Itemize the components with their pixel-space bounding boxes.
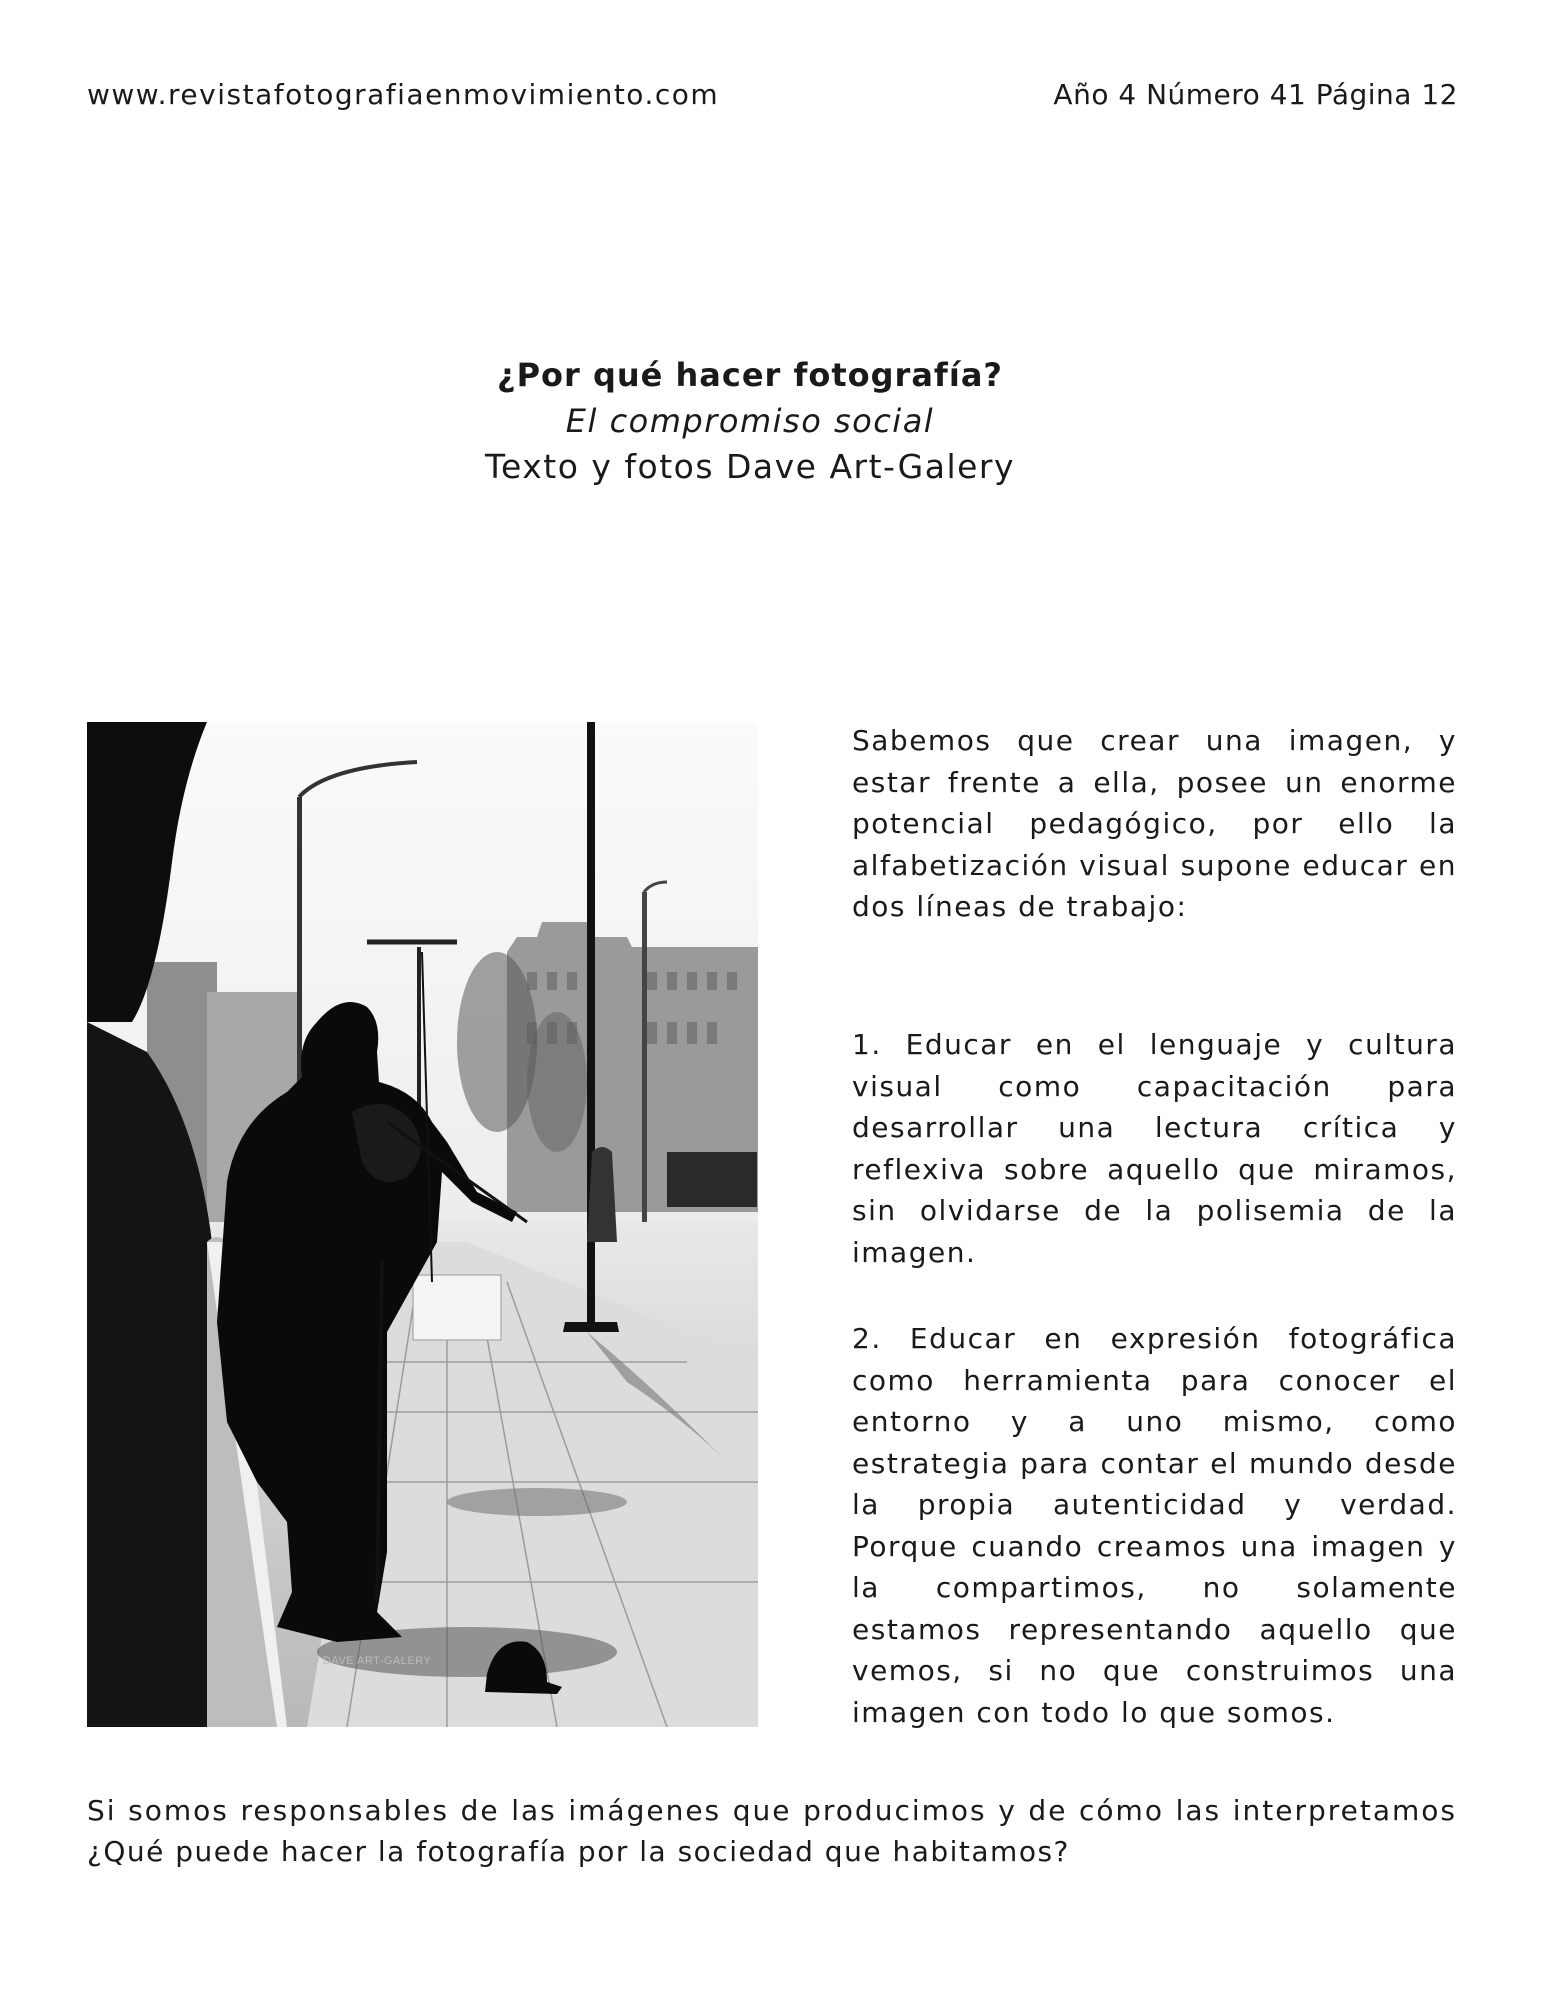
article-byline: Texto y fotos Dave Art-Galery xyxy=(484,447,1016,486)
article-title: ¿Por qué hacer fotografía? xyxy=(497,356,1003,394)
paragraph-point-1: 1. Educar en el lenguaje y cultura visual como capacitación para desarrollar una lectura crítica y reflexiva sobre aquello que miramos, sin olvidarse de la polisemia de la imagen. xyxy=(852,1028,1457,1269)
closing-text xyxy=(87,1790,1457,1872)
site-url: www.revistafotografiaenmovimiento.com xyxy=(87,78,720,111)
violinist-street-photo xyxy=(87,722,758,1727)
closing-line-2: ¿Qué puede hacer la fotografía por la sociedad que habitamos? xyxy=(87,1835,1070,1868)
photo-watermark: FOTO DAVE ART-GALERY xyxy=(287,1655,432,1667)
paragraph-intro: Sabemos que crear una imagen, y estar frente a ella, posee un enorme potencial pedagógico, por ello la alfabetización visual supone educar en dos líneas de trabajo: xyxy=(852,724,1457,923)
paragraph-point-2: 2. Educar en expresión fotográfica como herramienta para conocer el entorno y a uno mismo, como estrategia para contar el mundo desde la propia autenticidad y verdad. Porque cuando creamos una imagen y la compartimos, no solamente estamos representando aquello que vemos, si no que construimos una imagen con todo lo que somos. xyxy=(852,1322,1457,1729)
article-subtitle: El compromiso social xyxy=(565,402,935,440)
issue-info: Año 4 Número 41 Página 12 xyxy=(1053,78,1458,111)
closing-line-1: Si somos responsables de las imágenes que producimos y de cómo las interpretamos xyxy=(87,1794,1457,1827)
article-heading xyxy=(0,352,1500,490)
